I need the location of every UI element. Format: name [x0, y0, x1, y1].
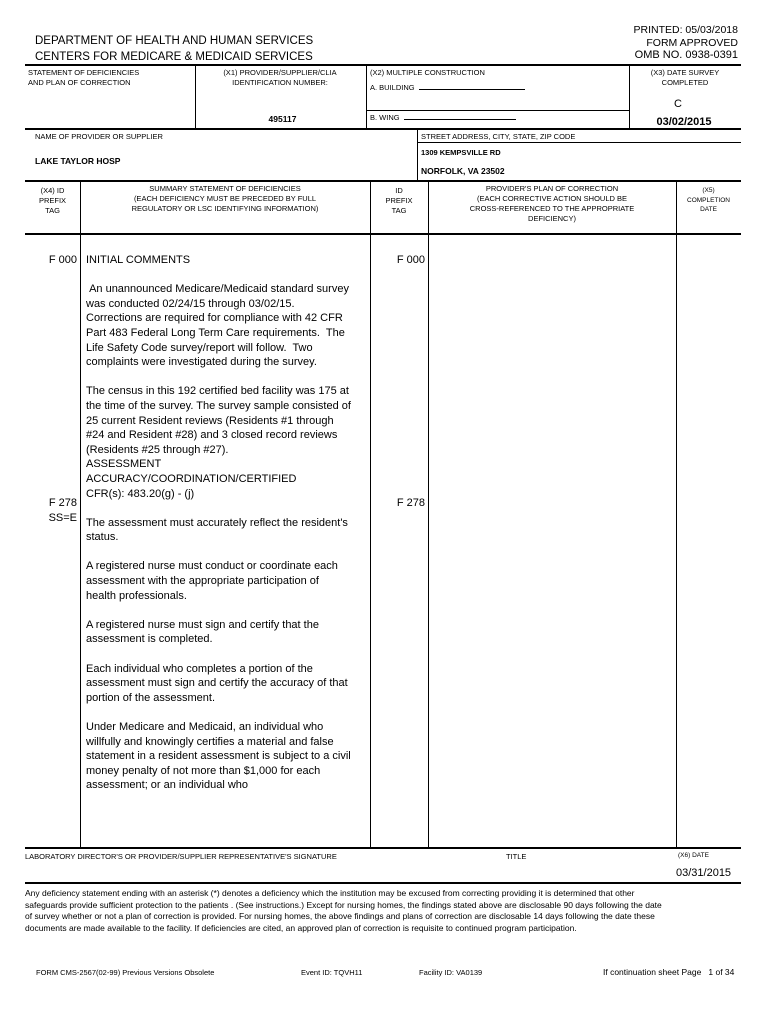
building-label: A. BUILDING [370, 83, 415, 92]
disclaimer-text: Any deficiency statement ending with an asterisk (*) denotes a deficiency which the institution may be excused from correcting providing it is determined that other safeguards provide sufficient protection to the patients . (See instructions.) Except for nursing homes, the findings stated above are disclosable 90 days following the date of survey whether or not a plan of correction is provided. For nursing homes, the above findings and plans of correction are disclosable 14 days following the date these documents are made available to the facility. If deficiencies are cited, an approved plan of correction is requisite to continued program participation. [25, 888, 662, 933]
x2-label: (X2) MULTIPLE CONSTRUCTION [370, 68, 485, 77]
tag-f000-left: F 000 [48, 254, 77, 266]
assessment-paragraph-4: Each individual who completes a portion of the assessment must sign and certify the accuracy of that portion of the assessment. [86, 662, 348, 704]
x6-date-label: (X6) DATE [678, 852, 709, 859]
census-paragraph: The census in this 192 certified bed facility was 175 at the time of the survey. The survey sample consisted of 25 current Resident reviews (Residents #1 through #24 and Resident #28) and 3 closed record reviews (Residents #25 through #27). [86, 385, 351, 456]
assessment-heading: ASSESSMENT [86, 458, 162, 471]
facility-id: Facility ID: VA0139 [419, 968, 483, 977]
x5-header: (X5) [702, 187, 715, 194]
address-label: STREET ADDRESS, CITY, STATE, ZIP CODE [421, 132, 576, 141]
address-line1: 1309 KEMPSVILLE RD [421, 148, 501, 157]
statement-label: STATEMENT OF DEFICIENCIES [28, 68, 140, 77]
x4-header: (X4) ID [40, 186, 65, 195]
department-name: DEPARTMENT OF HEALTH AND HUMAN SERVICES [35, 35, 314, 47]
wing-label: B. WING [370, 113, 400, 122]
assessment-paragraph-2: A registered nurse must conduct or coordinate each assessment with the appropriate participation of health professionals. [86, 560, 338, 602]
signature-label: LABORATORY DIRECTOR'S OR PROVIDER/SUPPLIER REPRESENTATIVE'S SIGNATURE [25, 852, 337, 861]
plan-header: PROVIDER'S PLAN OF CORRECTION [485, 184, 619, 193]
signature-date: 03/31/2015 [676, 867, 732, 879]
form-number: FORM CMS-2567(02-99) Previous Versions Obsolete [36, 968, 215, 977]
centers-name: CENTERS FOR MEDICARE & MEDICAID SERVICES [35, 51, 313, 63]
assessment-paragraph-3: A registered nurse must sign and certify that the assessment is completed. [86, 618, 319, 646]
x3-letter: C [674, 98, 682, 110]
title-label: TITLE [506, 852, 527, 861]
id-header: ID [395, 186, 403, 195]
provider-id-number: 495117 [268, 114, 297, 124]
printed-date: PRINTED: 05/03/2018 [633, 24, 738, 36]
tag-ss-e: SS=E [48, 512, 77, 524]
assessment-paragraph-1: The assessment must accurately reflect the resident's status. [86, 516, 348, 544]
cfr-reference: CFR(s): 483.20(g) - (j) [86, 487, 195, 500]
provider-name: LAKE TAYLOR HOSP [35, 156, 121, 166]
form-approved: FORM APPROVED [646, 36, 738, 49]
summary-header: SUMMARY STATEMENT OF DEFICIENCIES [149, 184, 301, 193]
omb-number: OMB NO. 0938-0391 [634, 49, 738, 61]
provider-name-label: NAME OF PROVIDER OR SUPPLIER [35, 132, 163, 141]
tag-f000-right: F 000 [396, 254, 425, 266]
event-id: Event ID: TQVH11 [301, 968, 363, 977]
assessment-paragraph-5: Under Medicare and Medicaid, an individual who willfully and knowingly certifies a material and false statement in a resident assessment is subject to a civil money penalty of not more than $1,000 for each assessment; or an individual who [86, 721, 351, 792]
address-line2: NORFOLK, VA 23502 [421, 166, 505, 176]
tag-f278-right: F 278 [396, 497, 425, 509]
top-border [25, 64, 741, 66]
survey-paragraph: An unannounced Medicare/Medicaid standard survey was conducted 02/24/15 through 03/02/15. Corrections are required for compliance with 42 CFR Part 483 Federal Long Term Care requirements. The Life Safety Code survey/report will follow. Two complaints were investigated during the survey. [86, 283, 353, 369]
continuation-page: If continuation sheet Page 1 of 34 [603, 967, 735, 977]
x3-label: (X3) DATE SURVEY [650, 68, 720, 77]
tag-f278-left: F 278 [48, 497, 77, 509]
survey-completed-date: 03/02/2015 [656, 116, 712, 128]
initial-comments-heading: INITIAL COMMENTS [86, 254, 191, 266]
x1-label: (X1) PROVIDER/SUPPLIER/CLIA [223, 68, 337, 77]
assessment-heading-2: ACCURACY/COORDINATION/CERTIFIED [86, 472, 297, 485]
